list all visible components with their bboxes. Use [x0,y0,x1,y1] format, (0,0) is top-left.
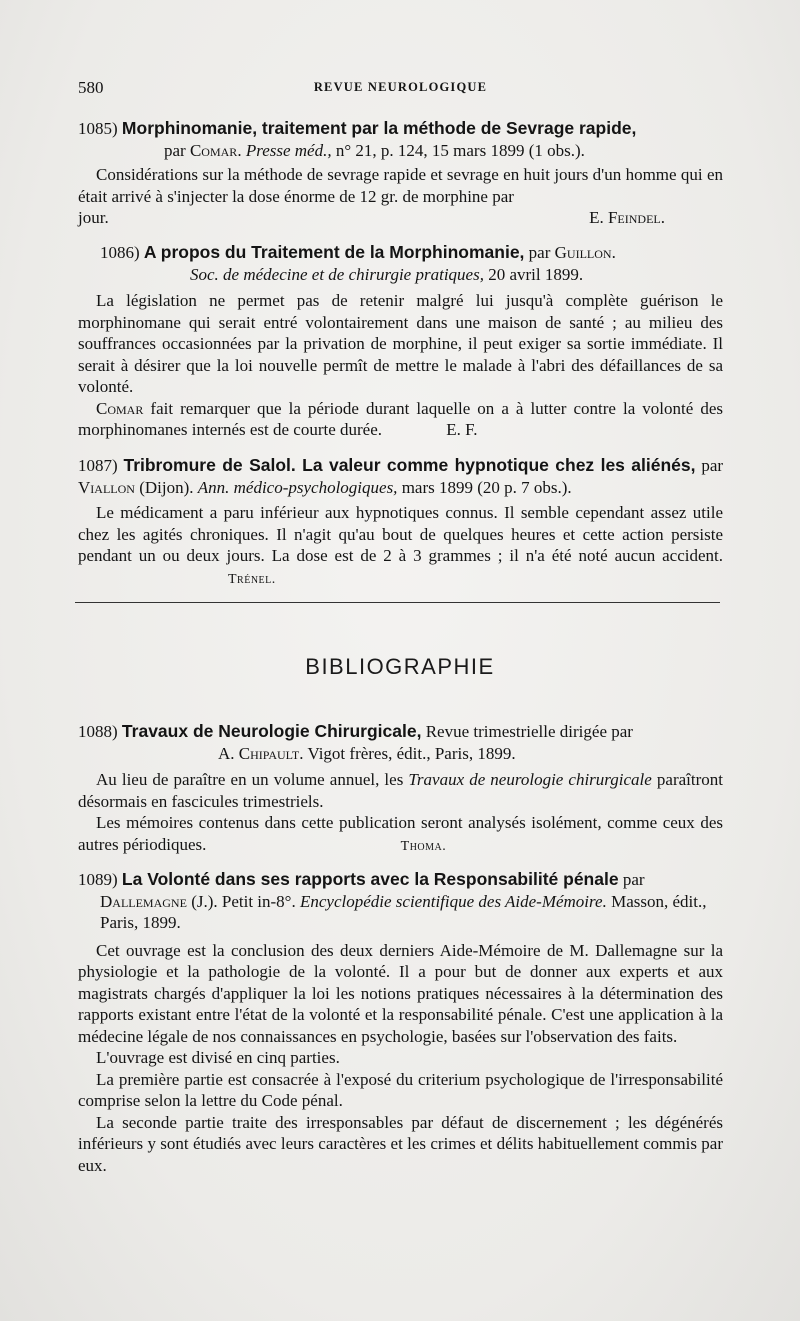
body-text: Au lieu de paraître en un volume annuel, les [96,770,404,789]
entry-number: 1089) [78,870,118,889]
body-paragraph: La seconde partie traite des irresponsables par défaut de discernement ; les dégénérés inférieurs y sont étudiés avec leurs caractères et les crimes et délits habituellement commis par eux. [78,1112,723,1175]
body-text: Le médicament a paru inférieur aux hypnotiques connus. Il semble cependant assez utile chez les agités chroniques. Il n'agit qu'au bout de quelques heures et cette action persiste pendant un ou deux jours. La dose est de 2 à 3 grammes ; il n'a été noté aucun accident. [78,503,723,565]
page-number: 580 [78,78,104,97]
entry-1087 [78,455,723,590]
entry-body [78,502,723,590]
entry-reference [78,743,723,765]
entry-body: Considérations sur la méthode de sevrage rapide et sevrage en huit jours d'un homme qui en était arrivé à s'injecter la dose énorme de 12 gr. de morphine par [78,165,723,206]
ref-location: (Dijon). [139,477,194,497]
publisher: Masson, édit., Paris, 1899. [100,891,707,932]
entry-heading [78,869,723,891]
entry-body-2 [78,398,723,441]
entry-number: 1088) [78,722,118,741]
ref-prefix: par [164,140,186,160]
entry-author: Guillon. [554,243,616,262]
body-end: jour. [78,208,109,227]
entry-title: A propos du Traitement de la Morphinomanie, [143,242,525,262]
entry-title: Morphinomanie, traitement par la méthode de Sevrage rapide, [121,118,637,138]
body-text: fait remarquer que la période durant laquelle on a à lutter contre la volonté des morphinomanes internés est de courte durée. [78,398,724,439]
body-text: Les mémoires contenus dans cette publication seront analysés isolément, comme ceux des autres périodiques. [78,813,723,854]
entry-reference [78,264,723,286]
running-title: REVUE NEUROLOGIQUE [313,80,488,94]
entry-reference [78,891,723,934]
cited-work: Travaux de neurologie chirurgicale [408,770,652,789]
entry-journal: Encyclopédie scientifique des Aide-Mémoire. [299,891,607,911]
body-paragraph: L'ouvrage est divisé en cinq parties. [96,1048,340,1067]
entry-body [78,769,723,812]
ref-prefix: par [528,243,551,262]
signature: E. Feindel. [589,208,665,227]
signature: Thoma. [400,838,447,854]
cited-author: Comar [96,398,144,418]
entry-heading [78,721,723,743]
entry-1088 [78,721,723,857]
entry-1085 [78,118,723,229]
ref-details: Revue trimestrielle dirigée par [425,722,633,741]
entry-number: 1086) [100,243,140,262]
signature: Trénel. [228,571,276,587]
entry-author: Comar. [189,140,242,160]
entry-body-2 [78,812,723,857]
page-header [78,78,723,100]
signature-row [78,207,723,229]
entry-number: 1085) [78,119,118,138]
entry-reference [78,140,723,162]
entry-1089 [78,869,723,1176]
ref-details: 20 avril 1899. [488,264,584,284]
entry-heading [78,455,723,498]
entry-author: Viallon [78,477,135,497]
section-title: BIBLIOGRAPHIE [305,654,495,679]
entry-1086 [78,242,723,441]
entry-journal: Presse méd., [245,140,332,160]
body-paragraph: Cet ouvrage est la conclusion des deux derniers Aide-Mémoire de M. Dallemagne sur la physiologie et la pathologie de la volonté. Il a pour but de donner aux experts et aux magistrats chargés d'appliquer la loi les notions pratiques nécessaires à la détermination des rapports existant entre l'état de la volonté et la responsabilité pénale. C'est une application à la médecine légale de nos connaissances en psychologie, basées sur l'observation des faits. [78,940,723,1046]
ref-details: n° 21, p. 124, 15 mars 1899 (1 obs.). [335,140,585,160]
entry-heading [78,242,723,264]
entry-heading [78,118,723,140]
entry-title: Tribromure de Salol. La valeur comme hypnotique chez les aliénés, [123,455,696,475]
ref-details: (J.). Petit in-8°. [191,891,296,911]
publisher: Vigot frères, édit., Paris, 1899. [307,743,516,763]
entry-author: A. Chipault. [218,743,304,763]
ref-prefix: par [701,456,724,475]
body-paragraph: La première partie est consacrée à l'exposé du criterium psychologique de l'irresponsabilité comprise selon la lettre du Code pénal. [78,1069,723,1110]
entry-title: Travaux de Neurologie Chirurgicale, [121,721,422,741]
signature: E. F. [446,420,478,439]
ref-prefix: par [622,870,645,889]
entry-author: Dallemagne [100,891,187,911]
entry-journal: Soc. de médecine et de chirurgie pratiques, [190,264,484,284]
section-divider [75,602,720,603]
entry-number: 1087) [78,456,118,475]
entry-body: La législation ne permet pas de retenir malgré lui jusqu'à complète guérison le morphinomane qui serait entré volontairement dans une maison de santé ; au milieu des souffrances occasionnées par la privation de morphine, il peut exiger sa sortie immédiate. Il serait à désirer que la loi nouvelle permît de mettre le malade à l'abri des défaillances de sa volonté. [78,291,723,396]
entry-journal: Ann. médico-psychologiques, [197,477,398,497]
entry-title: La Volonté dans ses rapports avec la Responsabilité pénale [121,869,619,889]
ref-details: mars 1899 (20 p. 7 obs.). [401,477,572,497]
body-text: paraîtront désormais en fascicules trimestriels. [78,770,723,811]
